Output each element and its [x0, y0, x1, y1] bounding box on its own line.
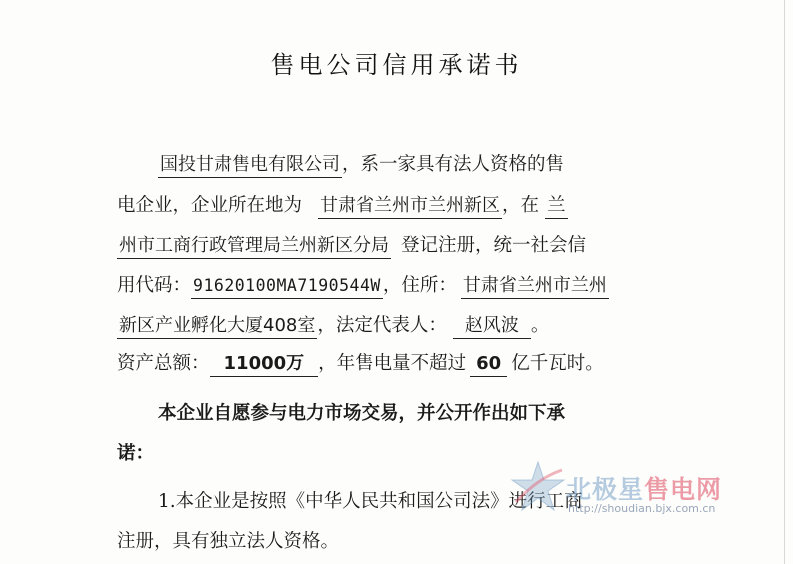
total-assets-field: 11000万: [210, 352, 319, 377]
address-field-start: 甘肃省兰州市兰州: [461, 274, 609, 299]
watermark-url: http://shoudian.bjx.com.cn: [568, 502, 716, 515]
text-segment: 用代码：: [117, 275, 192, 296]
text-segment: ，系一家具有法人资格的售: [342, 154, 565, 175]
watermark-brand-part: 北极星: [566, 475, 645, 504]
text-segment: 资产总额：: [117, 353, 210, 374]
document-title: 售电公司信用承诺书: [270, 51, 523, 79]
text-segment: ，在: [502, 195, 540, 216]
watermark-brand: [566, 470, 722, 506]
text-segment: 登记注册，统一社会信: [401, 235, 587, 256]
commitment-intro-line-1: 本企业自愿参与电力市场交易，并公开作出如下承: [158, 403, 566, 424]
registry-field-start: 兰: [545, 194, 568, 219]
commitment-intro-line-2: 诺：: [117, 443, 155, 464]
commitment-item-1-line-1: 1.本企业是按照《中华人民共和国公司法》进行工商: [158, 491, 583, 512]
text-segment: ，法定代表人：: [317, 315, 447, 336]
legal-representative-field: 赵风波: [453, 314, 531, 339]
annual-sales-field: 60: [470, 352, 507, 377]
text-segment: 亿千瓦时。: [511, 353, 604, 374]
paragraph-line-3: [117, 232, 586, 260]
paragraph-line-6: [117, 350, 604, 378]
text-segment: ，年售电量不超过: [318, 353, 467, 374]
text-segment: 。: [530, 315, 550, 336]
paragraph-line-5: [117, 312, 549, 340]
text-segment: ，住所：: [382, 275, 457, 296]
page-edge: [784, 0, 785, 564]
watermark: [508, 458, 748, 528]
registry-field: 州市工商行政管理局兰州新区分局: [117, 234, 391, 259]
location-field: 甘肃省兰州市兰州新区: [318, 194, 502, 219]
text-segment: 电企业，企业所在地为: [117, 195, 303, 216]
commitment-item-1-line-2: 注册，具有独立法人资格。: [117, 531, 340, 552]
company-name-field: 国投甘肃售电有限公司: [158, 153, 342, 178]
paragraph-line-2: [117, 192, 568, 220]
watermark-brand-part: 售电网: [644, 475, 723, 504]
address-field: 新区产业孵化大厦408室: [117, 314, 317, 339]
paragraph-line-4: [117, 272, 609, 300]
credit-code-field: 91620100MA7190544W: [191, 274, 383, 299]
paragraph-line-1: [158, 151, 564, 179]
star-logo-icon: [508, 458, 568, 518]
